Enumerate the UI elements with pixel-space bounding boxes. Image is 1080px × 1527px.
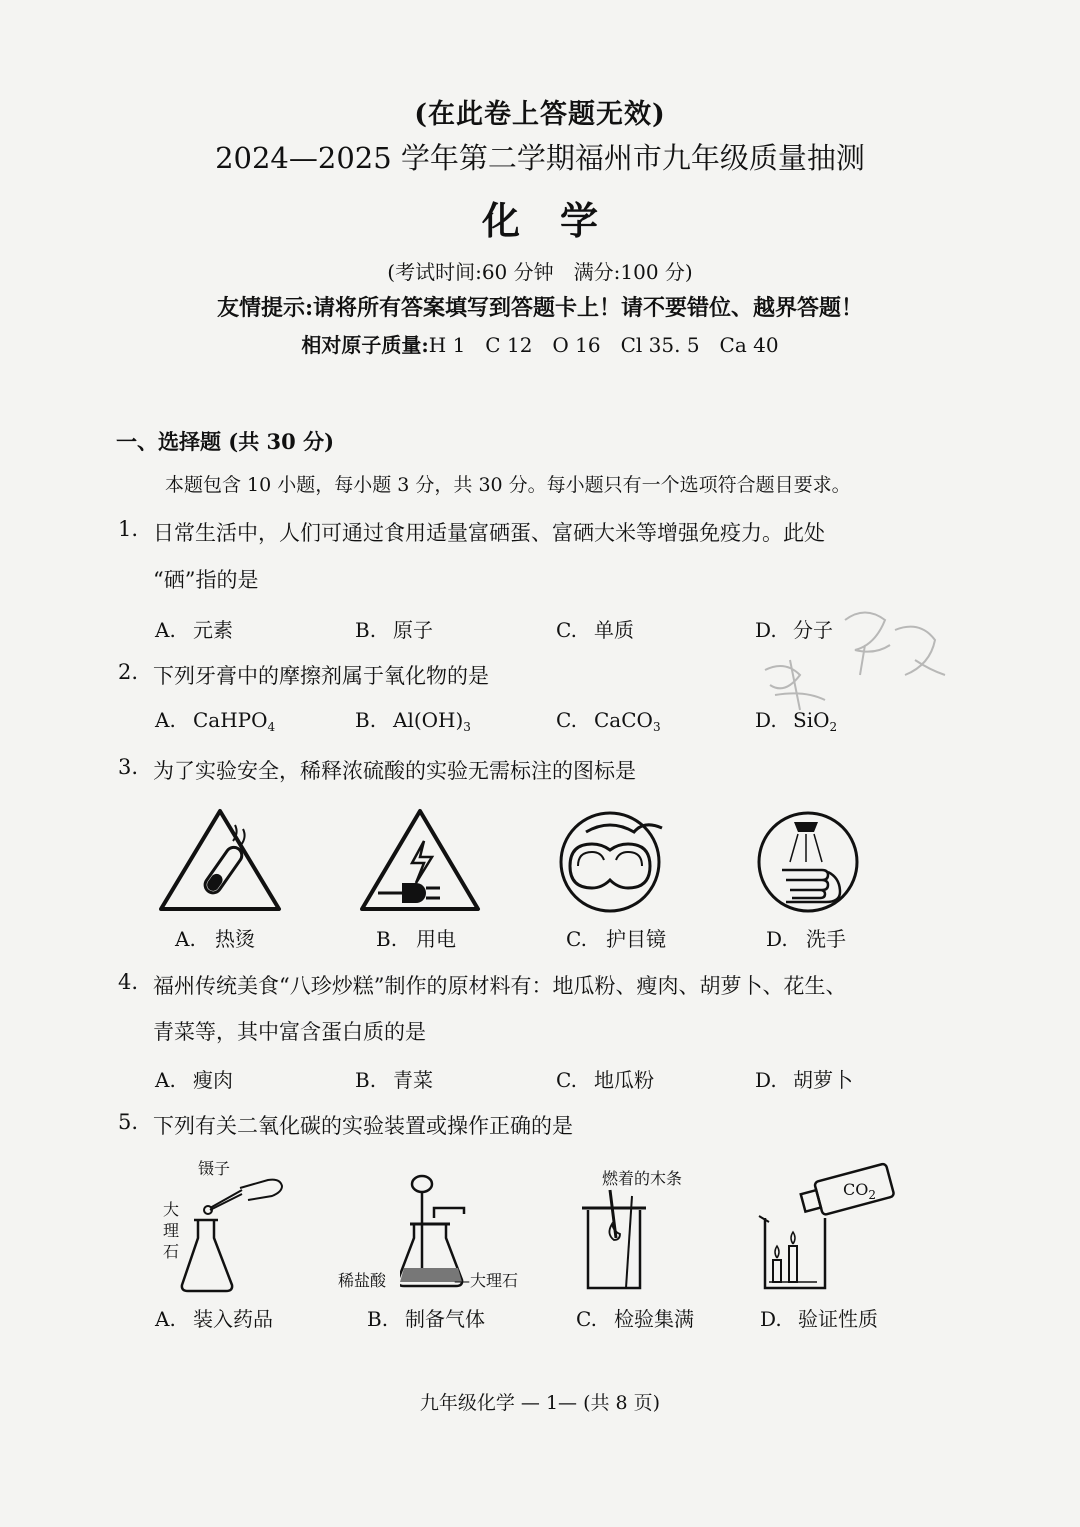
option-label: A.: [155, 1068, 176, 1092]
option-b: [355, 1064, 433, 1093]
co2-label: [843, 1180, 876, 1202]
option-text: CaCO: [594, 708, 653, 732]
friendly-tip: 友情提示:请将所有答案填写到答题卡上！请不要错位、越界答题！: [216, 295, 864, 321]
subscript: 2: [829, 720, 838, 734]
option-text: 护目镜: [606, 927, 666, 951]
section-title: 一、选择题 (共 30 分): [116, 429, 335, 454]
burning-stick-label: 燃着的木条: [602, 1169, 683, 1188]
subscript: 3: [652, 720, 661, 734]
gas-jar-figure: [580, 1188, 650, 1293]
subscript: 3: [463, 720, 471, 734]
goggles-icon: [558, 808, 668, 918]
option-label: C.: [576, 1307, 597, 1331]
option-d: [760, 1303, 878, 1332]
option-b: [355, 614, 433, 643]
option-label: A.: [175, 927, 196, 951]
section-note: 本题包含 10 小题，每小题 3 分，共 30 分。每小题只有一个选项符合题目要求。: [165, 474, 851, 496]
option-text: 元素: [193, 618, 233, 642]
electricity-icon: [358, 805, 483, 915]
option-text: 验证性质: [798, 1307, 878, 1331]
question-stem-cont: “硒”指的是: [153, 568, 259, 592]
option-label: A.: [155, 618, 176, 642]
option-a: [155, 1064, 233, 1093]
icon-caption-d: [766, 923, 846, 952]
option-text: CaHPO: [193, 708, 268, 732]
option-text: 制备气体: [405, 1307, 485, 1331]
option-label: D.: [755, 1068, 777, 1092]
co2-text: CO: [843, 1180, 869, 1199]
option-label: A.: [155, 1307, 176, 1331]
question-stem: 福州传统美食“八珍炒糕”制作的原材料有：地瓜粉、瘦肉、胡萝卜、花生、: [153, 974, 847, 998]
option-label: C.: [556, 1068, 577, 1092]
option-a: [155, 1303, 273, 1332]
marble-label: [454, 1268, 518, 1291]
option-text: 热烫: [215, 927, 255, 951]
question-number: 5.: [118, 1110, 139, 1134]
option-label: B.: [376, 927, 398, 951]
option-b: [367, 1303, 485, 1332]
question-number: 2.: [118, 660, 139, 684]
marble-text: 大理石: [470, 1271, 519, 1290]
option-label: D.: [760, 1307, 782, 1331]
option-text: 装入药品: [193, 1307, 273, 1331]
option-label: D.: [766, 927, 788, 951]
flask-adding-marble-figure: [180, 1170, 290, 1295]
option-b: [355, 708, 471, 734]
icon-caption-b: [376, 923, 456, 952]
option-c: [576, 1303, 694, 1332]
option-a: [155, 708, 275, 734]
question-stem: 为了实验安全，稀释浓硫酸的实验无需标注的图标是: [153, 759, 636, 783]
option-text: 洗手: [806, 927, 846, 951]
option-d: [755, 1064, 853, 1093]
option-text: 胡萝卜: [793, 1068, 853, 1092]
tweezers-label: 镊子: [198, 1159, 231, 1178]
marble-label-3: 石: [163, 1242, 180, 1261]
icon-caption-a: [175, 923, 255, 952]
option-label: A.: [155, 708, 176, 732]
icon-caption-c: [566, 923, 666, 952]
hot-surface-icon: [155, 805, 285, 915]
subscript: 4: [267, 720, 276, 734]
pour-co2-figure: [755, 1158, 905, 1293]
hand-wash-icon: [756, 808, 866, 918]
option-text: SiO: [793, 708, 830, 732]
option-text: 瘦肉: [193, 1068, 233, 1092]
atomic-mass-values: H 1 C 12 O 16 Cl 35. 5 Ca 40: [428, 333, 779, 357]
option-label: D.: [755, 708, 777, 732]
question-number: 1.: [118, 517, 139, 541]
option-text: 原子: [393, 618, 433, 642]
option-label: B.: [355, 708, 377, 732]
question-stem-cont: 青菜等，其中富含蛋白质的是: [153, 1020, 426, 1044]
option-text: 检验集满: [614, 1307, 694, 1331]
option-text: Al(OH): [393, 708, 464, 732]
question-stem: 下列牙膏中的摩擦剂属于氧化物的是: [153, 664, 489, 688]
option-text: 分子: [793, 618, 833, 642]
question-number: 4.: [118, 970, 139, 994]
invalid-note: (在此卷上答题无效): [414, 99, 666, 130]
page-footer: 九年级化学 — 1— (共 8 页): [419, 1392, 661, 1414]
option-text: 地瓜粉: [594, 1068, 654, 1092]
subscript: 2: [868, 1188, 876, 1202]
exam-time: (考试时间:60 分钟 满分:100 分): [387, 260, 693, 284]
option-label: B.: [355, 1068, 377, 1092]
option-label: D.: [755, 618, 777, 642]
question-number: 3.: [118, 755, 139, 779]
option-text: 用电: [416, 927, 456, 951]
option-c: [556, 614, 634, 643]
option-c: [556, 1064, 654, 1093]
option-text: 青菜: [393, 1068, 433, 1092]
handwritten-watermark: [745, 600, 955, 730]
marble-label-1: 大: [163, 1200, 180, 1219]
option-label: C.: [556, 708, 577, 732]
option-label: B.: [367, 1307, 389, 1331]
question-stem: 日常生活中，人们可通过食用适量富硒蛋、富硒大米等增强免疫力。此处: [153, 521, 825, 545]
leader-line: —: [454, 1271, 470, 1290]
option-label: C.: [556, 618, 577, 642]
option-c: [556, 708, 661, 734]
dilute-hcl-label: 稀盐酸: [338, 1271, 387, 1290]
option-label: B.: [355, 618, 377, 642]
option-label: C.: [566, 927, 587, 951]
marble-label-2: 理: [163, 1221, 180, 1240]
atomic-mass-line: [0, 329, 1080, 358]
exam-title: 2024—2025 学年第二学期福州市九年级质量抽测: [215, 141, 865, 175]
question-stem: 下列有关二氧化碳的实验装置或操作正确的是: [153, 1114, 573, 1138]
option-a: [155, 614, 233, 643]
option-text: 单质: [594, 618, 634, 642]
atomic-mass-label: 相对原子质量:: [301, 333, 429, 357]
subject-title: 化学: [481, 198, 638, 243]
